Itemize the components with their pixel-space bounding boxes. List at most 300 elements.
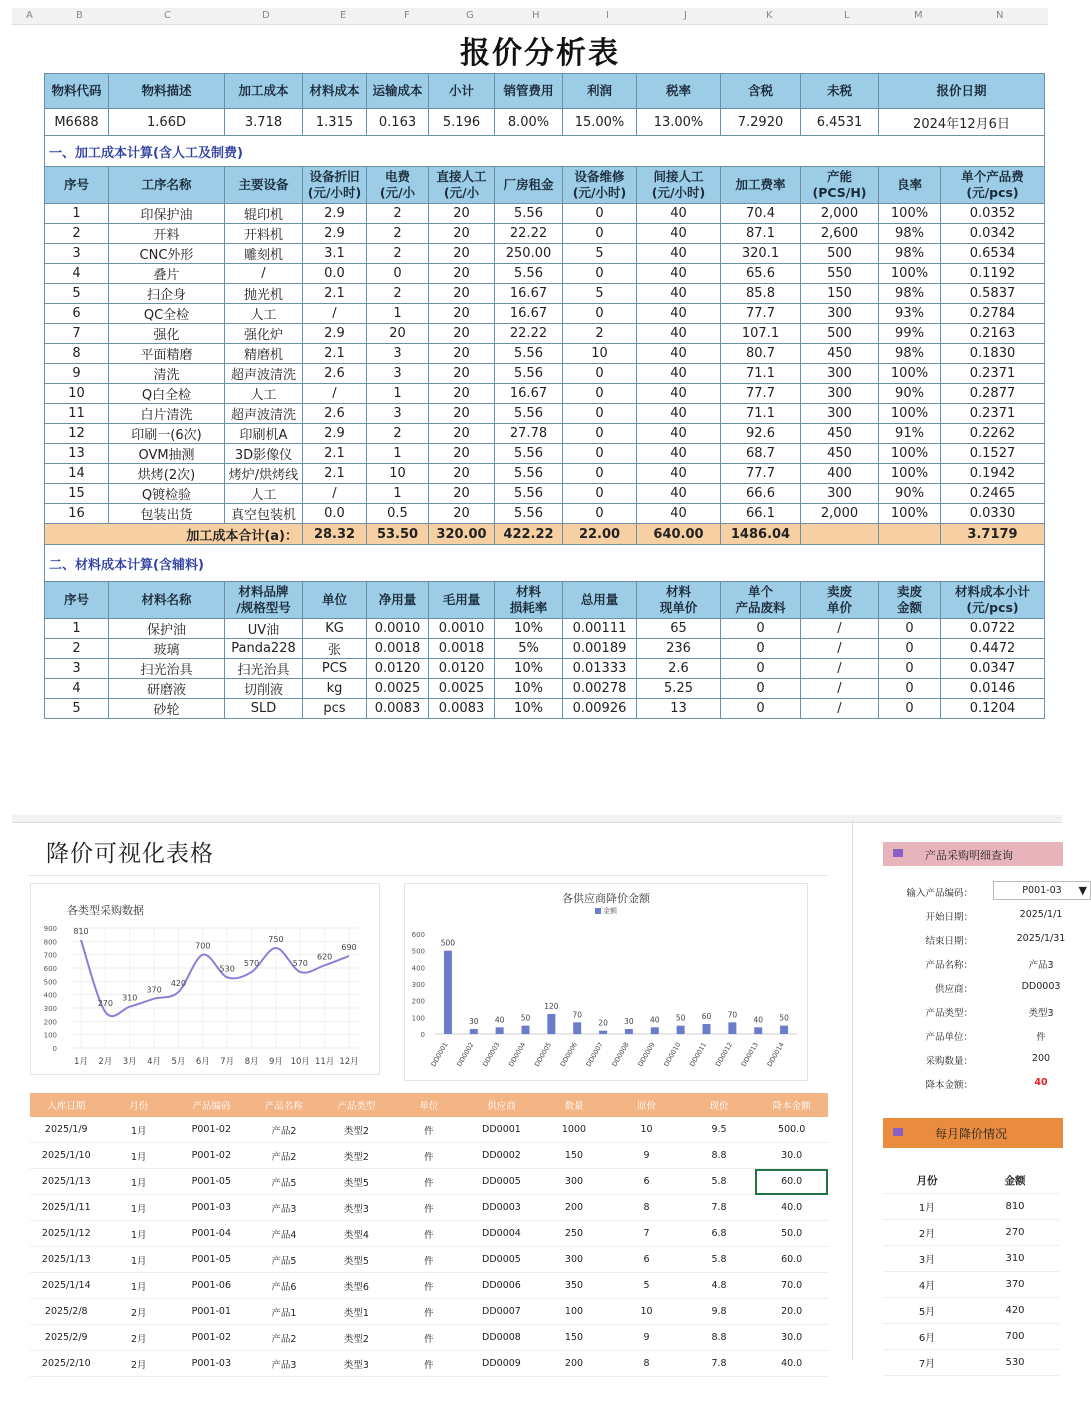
list-cell[interactable]: 2025/2/10 — [30, 1351, 103, 1377]
material-cell[interactable]: 0 — [721, 619, 801, 639]
material-cell[interactable]: 0 — [721, 679, 801, 699]
material-cell[interactable]: 4 — [45, 679, 109, 699]
process-cell[interactable]: 300 — [801, 404, 879, 424]
list-cell[interactable]: 2025/2/9 — [30, 1325, 103, 1351]
list-cell[interactable]: 6 — [610, 1247, 683, 1273]
list-cell[interactable]: 2025/1/13 — [30, 1247, 103, 1273]
list-cell[interactable]: 9.8 — [683, 1299, 756, 1325]
process-cell[interactable]: 0 — [367, 264, 429, 284]
product-code-select[interactable]: P001-03 ▼ — [993, 881, 1091, 900]
list-cell[interactable]: 2025/1/10 — [30, 1143, 103, 1169]
process-cell[interactable]: 0 — [563, 364, 637, 384]
process-cell[interactable]: 320.1 — [721, 244, 801, 264]
process-cell[interactable]: 人工 — [225, 304, 303, 324]
material-header-cell[interactable]: 材料成本小计 (元/pcs) — [941, 582, 1045, 619]
process-cell[interactable]: 2.6 — [303, 404, 367, 424]
process-cell[interactable]: 5 — [45, 284, 109, 304]
process-cell[interactable]: 20 — [429, 244, 495, 264]
summary-value-cell[interactable]: 2024年12月6日 — [879, 109, 1045, 136]
process-cell[interactable]: Q白全检 — [109, 384, 225, 404]
process-cell[interactable]: 0.2465 — [941, 484, 1045, 504]
material-cell[interactable]: 玻璃 — [109, 639, 225, 659]
process-cell[interactable]: 550 — [801, 264, 879, 284]
material-cell[interactable]: / — [801, 679, 879, 699]
monthly-cell[interactable]: 5月 — [883, 1298, 971, 1324]
list-cell[interactable]: 件 — [393, 1351, 466, 1377]
process-cell[interactable]: 扫企身 — [109, 284, 225, 304]
process-cell[interactable]: 3 — [367, 364, 429, 384]
list-cell[interactable]: 60.0 — [755, 1169, 828, 1195]
material-cell[interactable]: 5.25 — [637, 679, 721, 699]
process-total-cell[interactable] — [801, 524, 879, 545]
process-cell[interactable]: 1 — [367, 444, 429, 464]
column-letter[interactable]: F — [404, 10, 410, 21]
process-cell[interactable]: 0.2262 — [941, 424, 1045, 444]
list-cell[interactable]: 类型3 — [320, 1351, 393, 1377]
list-cell[interactable]: DD0007 — [465, 1299, 538, 1325]
process-cell[interactable]: 2 — [367, 284, 429, 304]
list-cell[interactable]: 2025/2/8 — [30, 1299, 103, 1325]
material-header-cell[interactable]: 卖废 单价 — [801, 582, 879, 619]
process-cell[interactable]: 0.2371 — [941, 404, 1045, 424]
summary-header-cell[interactable]: 材料成本 — [303, 74, 367, 109]
process-cell[interactable]: 0 — [563, 504, 637, 524]
process-cell[interactable]: 27.78 — [495, 424, 563, 444]
list-cell[interactable]: DD0008 — [465, 1325, 538, 1351]
list-cell[interactable]: 100 — [538, 1299, 611, 1325]
process-cell[interactable]: 40 — [637, 284, 721, 304]
process-cell[interactable]: 300 — [801, 484, 879, 504]
monthly-cell[interactable]: 370 — [971, 1272, 1059, 1298]
process-cell[interactable]: 40 — [637, 344, 721, 364]
list-header-cell[interactable]: 数量 — [538, 1093, 611, 1117]
process-cell[interactable]: CNC外形 — [109, 244, 225, 264]
process-cell[interactable]: 超声波清洗 — [225, 364, 303, 384]
process-cell[interactable]: / — [303, 304, 367, 324]
summary-value-cell[interactable]: 15.00% — [563, 109, 637, 136]
process-cell[interactable]: 300 — [801, 304, 879, 324]
list-cell[interactable]: 产品2 — [248, 1117, 321, 1143]
process-cell[interactable]: 0 — [563, 404, 637, 424]
process-cell[interactable]: 20 — [429, 504, 495, 524]
material-cell[interactable]: Panda228 — [225, 639, 303, 659]
process-cell[interactable]: 0.1527 — [941, 444, 1045, 464]
process-cell[interactable]: 1 — [367, 484, 429, 504]
list-cell[interactable]: 2025/1/9 — [30, 1117, 103, 1143]
monthly-header-cell[interactable]: 金额 — [971, 1168, 1059, 1194]
process-cell[interactable]: 90% — [879, 484, 941, 504]
material-cell[interactable]: 扫光治具 — [109, 659, 225, 679]
process-cell[interactable]: 0.0352 — [941, 204, 1045, 224]
list-cell[interactable]: P001-05 — [175, 1169, 248, 1195]
process-cell[interactable]: 2 — [367, 424, 429, 444]
process-cell[interactable]: 包装出货 — [109, 504, 225, 524]
material-cell[interactable]: 0.0120 — [429, 659, 495, 679]
process-cell[interactable]: 20 — [429, 324, 495, 344]
process-cell[interactable]: 3 — [367, 404, 429, 424]
material-cell[interactable]: 0.0010 — [429, 619, 495, 639]
process-cell[interactable]: 0 — [563, 224, 637, 244]
monthly-cell[interactable]: 1月 — [883, 1194, 971, 1220]
material-cell[interactable]: 0 — [879, 619, 941, 639]
list-cell[interactable]: 2月 — [103, 1351, 176, 1377]
summary-header-cell[interactable]: 物料代码 — [45, 74, 109, 109]
list-header-cell[interactable]: 产品名称 — [248, 1093, 321, 1117]
section-1-title[interactable]: 一、加工成本计算(含人工及制费) — [45, 136, 1045, 167]
process-cell[interactable]: 0 — [563, 264, 637, 284]
material-cell[interactable]: 0.0146 — [941, 679, 1045, 699]
material-cell[interactable]: KG — [303, 619, 367, 639]
list-cell[interactable]: 类型5 — [320, 1247, 393, 1273]
list-cell[interactable]: 150 — [538, 1325, 611, 1351]
process-cell[interactable]: 77.7 — [721, 384, 801, 404]
process-cell[interactable]: 3.1 — [303, 244, 367, 264]
process-cell[interactable]: QC全检 — [109, 304, 225, 324]
process-cell[interactable]: 71.1 — [721, 404, 801, 424]
process-total-cell[interactable]: 1486.04 — [721, 524, 801, 545]
process-cell[interactable]: 0.1192 — [941, 264, 1045, 284]
process-cell[interactable]: 20 — [429, 444, 495, 464]
material-cell[interactable]: 0.0347 — [941, 659, 1045, 679]
column-letter[interactable]: L — [844, 10, 850, 21]
process-cell[interactable]: 100% — [879, 204, 941, 224]
process-total-cell[interactable]: 640.00 — [637, 524, 721, 545]
column-letter[interactable]: B — [76, 10, 83, 21]
process-cell[interactable]: 精磨机 — [225, 344, 303, 364]
list-cell[interactable]: 件 — [393, 1221, 466, 1247]
process-cell[interactable]: 0 — [563, 484, 637, 504]
process-total-cell[interactable]: 320.00 — [429, 524, 495, 545]
list-cell[interactable]: 类型5 — [320, 1169, 393, 1195]
process-cell[interactable]: 0.2163 — [941, 324, 1045, 344]
list-cell[interactable]: 350 — [538, 1273, 611, 1299]
list-cell[interactable]: 1000 — [538, 1117, 611, 1143]
process-header-cell[interactable]: 主要设备 — [225, 167, 303, 204]
list-header-cell[interactable]: 产品编码 — [175, 1093, 248, 1117]
process-total-cell[interactable] — [879, 524, 941, 545]
process-cell[interactable]: 40 — [637, 384, 721, 404]
process-cell[interactable]: 辊印机 — [225, 204, 303, 224]
list-cell[interactable]: 200 — [538, 1351, 611, 1377]
material-cell[interactable]: 0.0018 — [367, 639, 429, 659]
process-cell[interactable]: 5.56 — [495, 484, 563, 504]
process-cell[interactable]: 0.2877 — [941, 384, 1045, 404]
process-cell[interactable]: 2 — [367, 204, 429, 224]
summary-header-cell[interactable]: 税率 — [637, 74, 721, 109]
list-cell[interactable]: 60.0 — [755, 1247, 828, 1273]
list-cell[interactable]: 件 — [393, 1299, 466, 1325]
list-cell[interactable]: 5.8 — [683, 1169, 756, 1195]
summary-header-cell[interactable]: 未税 — [801, 74, 879, 109]
process-cell[interactable]: 开料机 — [225, 224, 303, 244]
material-header-cell[interactable]: 毛用量 — [429, 582, 495, 619]
process-cell[interactable]: 13 — [45, 444, 109, 464]
material-cell[interactable]: UV油 — [225, 619, 303, 639]
list-cell[interactable]: P001-05 — [175, 1247, 248, 1273]
process-cell[interactable]: 100% — [879, 464, 941, 484]
material-cell[interactable]: 0.0083 — [367, 699, 429, 719]
list-cell[interactable]: 300 — [538, 1169, 611, 1195]
process-cell[interactable]: 2.1 — [303, 344, 367, 364]
list-cell[interactable]: 500.0 — [755, 1117, 828, 1143]
process-cell[interactable]: 40 — [637, 424, 721, 444]
process-cell[interactable]: 10 — [45, 384, 109, 404]
list-cell[interactable]: 70.0 — [755, 1273, 828, 1299]
process-cell[interactable]: 4 — [45, 264, 109, 284]
process-total-cell[interactable]: 422.22 — [495, 524, 563, 545]
list-header-cell[interactable]: 月份 — [103, 1093, 176, 1117]
list-cell[interactable]: 5 — [610, 1273, 683, 1299]
list-cell[interactable]: 9.5 — [683, 1117, 756, 1143]
material-cell[interactable]: 10% — [495, 659, 563, 679]
list-cell[interactable]: 6 — [610, 1169, 683, 1195]
process-cell[interactable]: 14 — [45, 464, 109, 484]
column-letter[interactable]: H — [532, 10, 540, 21]
material-cell[interactable]: 0 — [721, 639, 801, 659]
material-cell[interactable]: SLD — [225, 699, 303, 719]
process-cell[interactable]: 3 — [45, 244, 109, 264]
process-cell[interactable]: 10 — [563, 344, 637, 364]
process-cell[interactable]: 80.7 — [721, 344, 801, 364]
list-header-cell[interactable]: 入库日期 — [30, 1093, 103, 1117]
process-cell[interactable]: 16.67 — [495, 304, 563, 324]
list-cell[interactable]: 件 — [393, 1143, 466, 1169]
process-cell[interactable]: 66.1 — [721, 504, 801, 524]
list-cell[interactable]: 类型1 — [320, 1299, 393, 1325]
process-header-cell[interactable]: 序号 — [45, 167, 109, 204]
material-cell[interactable]: kg — [303, 679, 367, 699]
process-cell[interactable]: 0.0 — [303, 264, 367, 284]
material-cell[interactable]: 5 — [45, 699, 109, 719]
list-cell[interactable]: 9 — [610, 1325, 683, 1351]
process-cell[interactable]: 抛光机 — [225, 284, 303, 304]
process-total-cell[interactable]: 3.7179 — [941, 524, 1045, 545]
column-letter[interactable]: C — [164, 10, 171, 21]
material-cell[interactable]: 0 — [879, 699, 941, 719]
material-cell[interactable]: 2 — [45, 639, 109, 659]
process-cell[interactable]: 印保护油 — [109, 204, 225, 224]
column-letter[interactable]: D — [262, 10, 270, 21]
process-cell[interactable]: 40 — [637, 244, 721, 264]
list-cell[interactable]: 1月 — [103, 1273, 176, 1299]
process-cell[interactable]: 5.56 — [495, 444, 563, 464]
monthly-cell[interactable]: 4月 — [883, 1272, 971, 1298]
material-header-cell[interactable]: 卖废 金额 — [879, 582, 941, 619]
process-cell[interactable]: 98% — [879, 344, 941, 364]
summary-value-cell[interactable]: 13.00% — [637, 109, 721, 136]
list-cell[interactable]: 产品4 — [248, 1221, 321, 1247]
material-cell[interactable]: 张 — [303, 639, 367, 659]
process-cell[interactable]: 2 — [367, 244, 429, 264]
list-cell[interactable]: 件 — [393, 1117, 466, 1143]
material-cell[interactable]: 切削液 — [225, 679, 303, 699]
process-cell[interactable]: 2.9 — [303, 324, 367, 344]
material-cell[interactable]: 0.00926 — [563, 699, 637, 719]
summary-value-cell[interactable]: M6688 — [45, 109, 109, 136]
list-cell[interactable]: 类型3 — [320, 1195, 393, 1221]
process-cell[interactable]: 20 — [429, 224, 495, 244]
process-cell[interactable]: 烤炉/烘烤线 — [225, 464, 303, 484]
list-cell[interactable]: 产品2 — [248, 1143, 321, 1169]
process-cell[interactable]: 0 — [563, 464, 637, 484]
list-cell[interactable]: DD0002 — [465, 1143, 538, 1169]
process-cell[interactable]: Q镀检验 — [109, 484, 225, 504]
process-cell[interactable]: 1 — [367, 384, 429, 404]
process-cell[interactable]: 0.2784 — [941, 304, 1045, 324]
process-cell[interactable]: 叠片 — [109, 264, 225, 284]
material-cell[interactable]: 0.0025 — [429, 679, 495, 699]
process-cell[interactable]: 0.0 — [303, 504, 367, 524]
process-cell[interactable]: 1 — [45, 204, 109, 224]
material-cell[interactable]: PCS — [303, 659, 367, 679]
process-cell[interactable]: OVM抽测 — [109, 444, 225, 464]
summary-value-cell[interactable]: 6.4531 — [801, 109, 879, 136]
list-cell[interactable]: 件 — [393, 1195, 466, 1221]
process-total-cell[interactable]: 22.00 — [563, 524, 637, 545]
column-letter[interactable]: A — [26, 10, 33, 21]
column-letter[interactable]: G — [466, 10, 474, 21]
process-cell[interactable]: 20 — [429, 284, 495, 304]
list-header-cell[interactable]: 供应商 — [465, 1093, 538, 1117]
list-cell[interactable]: P001-03 — [175, 1351, 248, 1377]
process-cell[interactable]: 12 — [45, 424, 109, 444]
summary-header-cell[interactable]: 运输成本 — [367, 74, 429, 109]
process-cell[interactable]: 平面精磨 — [109, 344, 225, 364]
column-letter[interactable]: K — [766, 10, 773, 21]
list-cell[interactable]: 2月 — [103, 1299, 176, 1325]
material-cell[interactable]: / — [801, 659, 879, 679]
material-cell[interactable]: 0 — [879, 639, 941, 659]
column-letter[interactable]: N — [996, 10, 1004, 21]
process-cell[interactable]: / — [303, 484, 367, 504]
list-cell[interactable]: 5.8 — [683, 1247, 756, 1273]
material-header-cell[interactable]: 材料 损耗率 — [495, 582, 563, 619]
summary-header-cell[interactable]: 小计 — [429, 74, 495, 109]
process-cell[interactable]: 0.0342 — [941, 224, 1045, 244]
column-letter[interactable]: I — [606, 10, 609, 21]
list-cell[interactable]: 20.0 — [755, 1299, 828, 1325]
list-cell[interactable]: P001-01 — [175, 1299, 248, 1325]
process-cell[interactable]: 400 — [801, 464, 879, 484]
list-cell[interactable]: 产品3 — [248, 1351, 321, 1377]
list-cell[interactable]: 产品5 — [248, 1247, 321, 1273]
list-cell[interactable]: P001-02 — [175, 1325, 248, 1351]
process-cell[interactable]: 2 — [45, 224, 109, 244]
material-cell[interactable]: 0.0083 — [429, 699, 495, 719]
summary-header-cell[interactable]: 销管费用 — [495, 74, 563, 109]
list-cell[interactable]: 产品2 — [248, 1325, 321, 1351]
process-header-cell[interactable]: 设备折旧 (元/小时) — [303, 167, 367, 204]
material-cell[interactable]: 0.0018 — [429, 639, 495, 659]
process-cell[interactable]: 2.1 — [303, 284, 367, 304]
process-cell[interactable]: / — [225, 264, 303, 284]
list-cell[interactable]: 40.0 — [755, 1351, 828, 1377]
list-cell[interactable]: 产品1 — [248, 1299, 321, 1325]
dropdown-arrow-icon[interactable]: ▼ — [1078, 884, 1087, 897]
list-cell[interactable]: 2025/1/12 — [30, 1221, 103, 1247]
material-cell[interactable]: 0.0025 — [367, 679, 429, 699]
process-total-cell[interactable]: 53.50 — [367, 524, 429, 545]
process-cell[interactable]: 100% — [879, 404, 941, 424]
list-cell[interactable]: DD0005 — [465, 1247, 538, 1273]
process-cell[interactable]: 8 — [45, 344, 109, 364]
process-cell[interactable]: 40 — [637, 444, 721, 464]
process-cell[interactable]: 92.6 — [721, 424, 801, 444]
process-cell[interactable]: 22.22 — [495, 324, 563, 344]
process-cell[interactable]: 2.1 — [303, 444, 367, 464]
process-cell[interactable]: 清洗 — [109, 364, 225, 384]
process-cell[interactable]: 93% — [879, 304, 941, 324]
list-cell[interactable]: 40.0 — [755, 1195, 828, 1221]
list-cell[interactable]: P001-03 — [175, 1195, 248, 1221]
process-header-cell[interactable]: 厂房租金 — [495, 167, 563, 204]
process-cell[interactable]: 20 — [429, 304, 495, 324]
process-cell[interactable]: 15 — [45, 484, 109, 504]
material-cell[interactable]: 0 — [879, 659, 941, 679]
process-cell[interactable]: 0 — [563, 204, 637, 224]
material-cell[interactable]: pcs — [303, 699, 367, 719]
process-cell[interactable]: 66.6 — [721, 484, 801, 504]
list-cell[interactable]: 6.8 — [683, 1221, 756, 1247]
process-cell[interactable]: 0 — [563, 304, 637, 324]
process-cell[interactable]: 40 — [637, 504, 721, 524]
list-cell[interactable]: 7.8 — [683, 1351, 756, 1377]
process-cell[interactable]: 7 — [45, 324, 109, 344]
process-header-cell[interactable]: 设备维修 (元/小时) — [563, 167, 637, 204]
list-header-cell[interactable]: 现价 — [683, 1093, 756, 1117]
material-cell[interactable]: 0.0722 — [941, 619, 1045, 639]
process-cell[interactable]: 0 — [563, 384, 637, 404]
material-cell[interactable]: / — [801, 619, 879, 639]
process-cell[interactable]: 0.6534 — [941, 244, 1045, 264]
process-cell[interactable]: 5.56 — [495, 504, 563, 524]
column-letter[interactable]: J — [684, 10, 687, 21]
material-cell[interactable]: 10% — [495, 679, 563, 699]
summary-value-cell[interactable]: 3.718 — [225, 109, 303, 136]
material-cell[interactable]: 0.00111 — [563, 619, 637, 639]
material-header-cell[interactable]: 净用量 — [367, 582, 429, 619]
material-cell[interactable]: 236 — [637, 639, 721, 659]
process-cell[interactable]: 5.56 — [495, 264, 563, 284]
summary-value-cell[interactable]: 7.2920 — [721, 109, 801, 136]
monthly-cell[interactable]: 310 — [971, 1246, 1059, 1272]
process-cell[interactable]: 85.8 — [721, 284, 801, 304]
process-cell[interactable]: 40 — [637, 364, 721, 384]
list-cell[interactable]: 件 — [393, 1273, 466, 1299]
list-cell[interactable]: 8 — [610, 1351, 683, 1377]
list-cell[interactable]: 7.8 — [683, 1195, 756, 1221]
list-cell[interactable]: 2月 — [103, 1325, 176, 1351]
process-cell[interactable]: 20 — [429, 404, 495, 424]
list-cell[interactable]: 1月 — [103, 1195, 176, 1221]
process-header-cell[interactable]: 直接人工 (元/小 — [429, 167, 495, 204]
material-cell[interactable]: 0 — [721, 699, 801, 719]
process-cell[interactable]: / — [303, 384, 367, 404]
process-cell[interactable]: 16.67 — [495, 384, 563, 404]
process-cell[interactable]: 0.1830 — [941, 344, 1045, 364]
material-cell[interactable]: 0 — [721, 659, 801, 679]
process-cell[interactable]: 98% — [879, 224, 941, 244]
process-header-cell[interactable]: 良率 — [879, 167, 941, 204]
process-cell[interactable]: 16.67 — [495, 284, 563, 304]
process-cell[interactable]: 5.56 — [495, 204, 563, 224]
process-cell[interactable]: 9 — [45, 364, 109, 384]
process-cell[interactable]: 强化 — [109, 324, 225, 344]
material-cell[interactable]: 扫光治具 — [225, 659, 303, 679]
process-cell[interactable]: 40 — [637, 264, 721, 284]
list-header-cell[interactable]: 产品类型 — [320, 1093, 393, 1117]
process-cell[interactable]: 99% — [879, 324, 941, 344]
